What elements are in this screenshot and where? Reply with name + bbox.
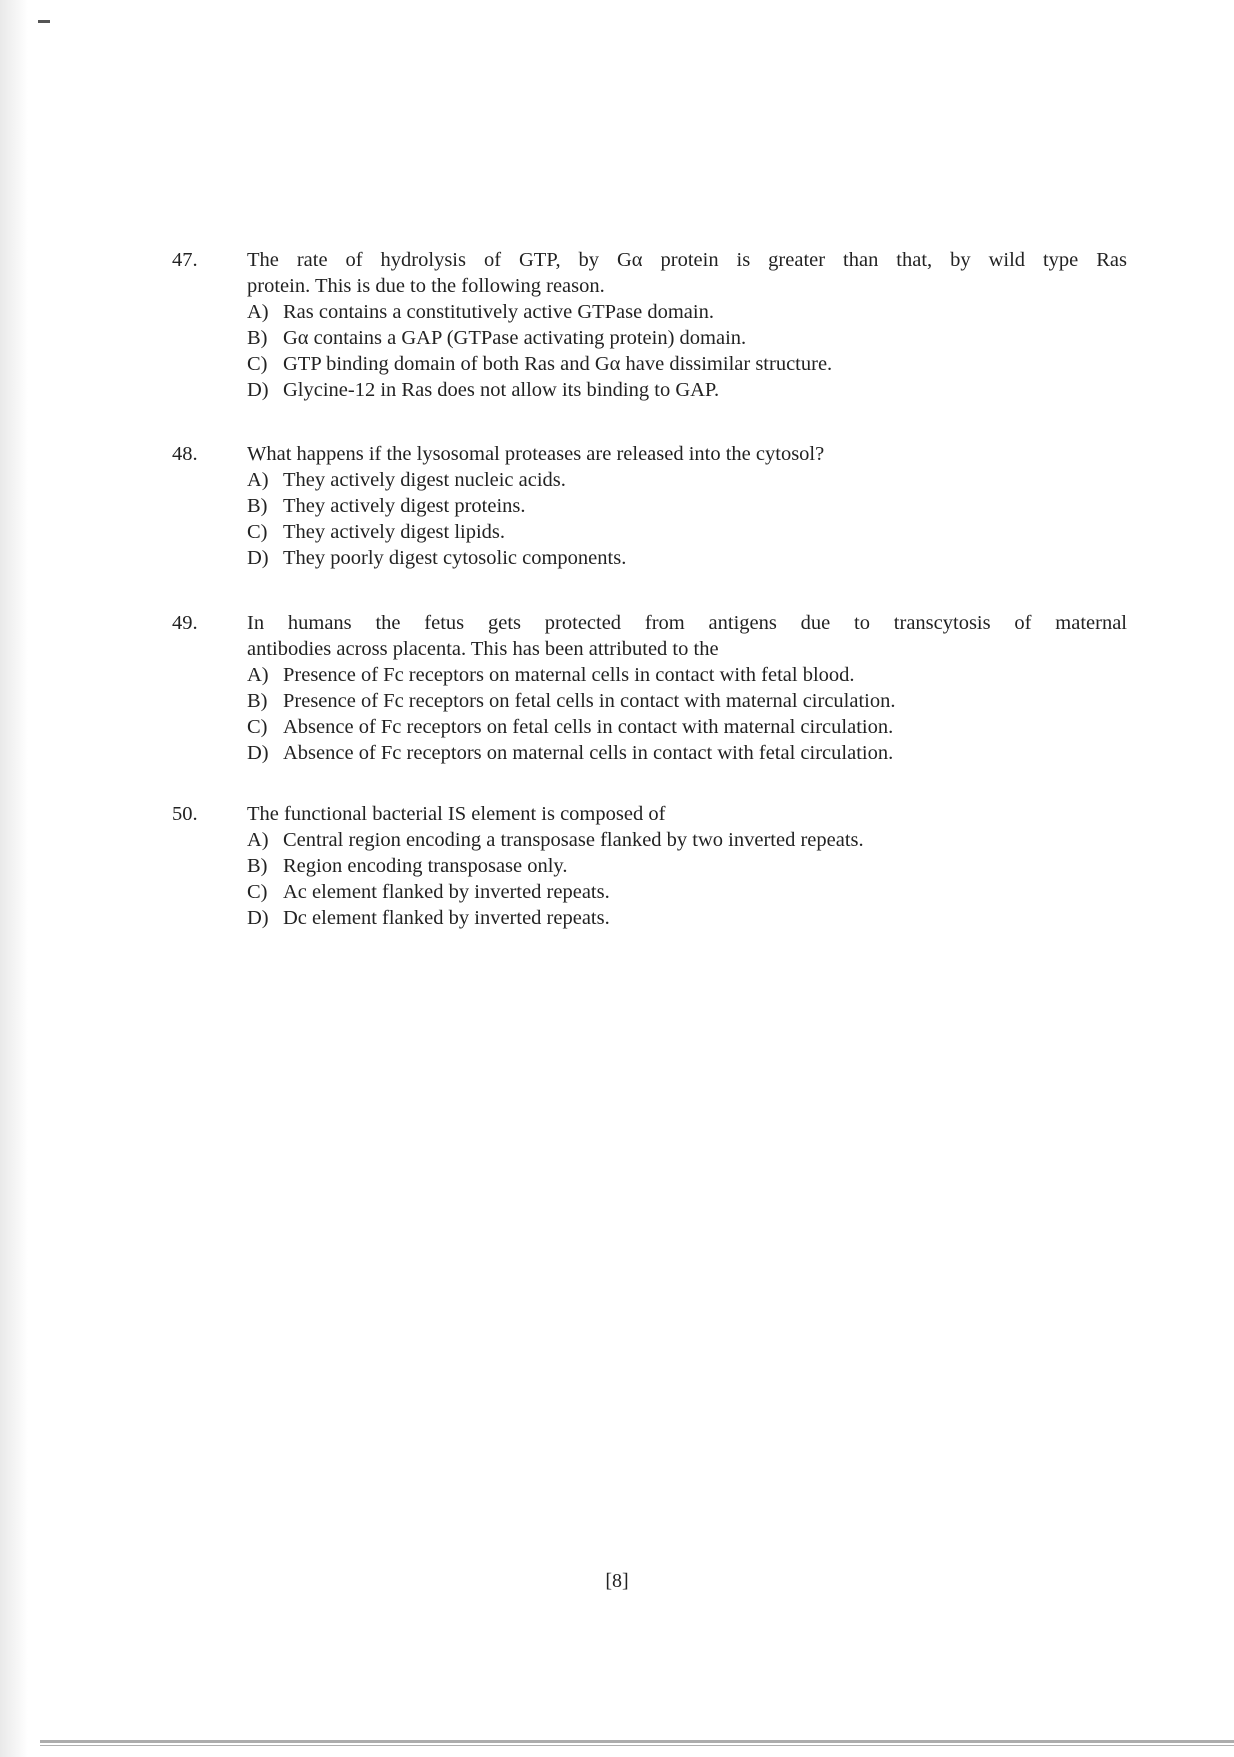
option-letter: D) (247, 742, 269, 764)
option-b (247, 493, 1127, 519)
option-text: Absence of Fc receptors on fetal cells in contact with maternal circulation. (283, 716, 894, 738)
option-letter: B) (247, 690, 268, 712)
question-number: 49. (172, 612, 198, 634)
option-letter: C) (247, 521, 268, 543)
option-letter: A) (247, 829, 269, 851)
scan-bottom-edge (40, 1740, 1234, 1743)
option-text: Central region encoding a transposase flanked by two inverted repeats. (283, 829, 864, 851)
option-d (247, 377, 1127, 403)
option-letter: C) (247, 353, 268, 375)
option-text: Ac element flanked by inverted repeats. (283, 881, 610, 903)
question-stem-line: antibodies across placenta. This has been attributed to the (247, 638, 719, 660)
option-text: They actively digest nucleic acids. (283, 469, 566, 491)
option-text: Presence of Fc receptors on maternal cells in contact with fetal blood. (283, 664, 855, 686)
option-letter: B) (247, 495, 268, 517)
question-stem-line: protein. This is due to the following reason. (247, 275, 605, 297)
option-b (247, 688, 1127, 714)
option-c (247, 879, 1127, 905)
option-text: Presence of Fc receptors on fetal cells in contact with maternal circulation. (283, 690, 896, 712)
question-stem-line: The rate of hydrolysis of GTP, by Gα protein is greater than that, by wild type Ras (247, 249, 1127, 271)
option-d (247, 905, 1127, 931)
option-text: GTP binding domain of both Ras and Gα have dissimilar structure. (283, 353, 833, 375)
scan-corner-mark (38, 20, 50, 23)
option-a (247, 299, 1127, 325)
question-number: 48. (172, 443, 198, 465)
option-letter: D) (247, 907, 269, 929)
option-text: Glycine-12 in Ras does not allow its binding to GAP. (283, 379, 720, 401)
option-b (247, 325, 1127, 351)
option-c (247, 714, 1127, 740)
question-body (247, 610, 1127, 766)
option-text: They actively digest proteins. (283, 495, 526, 517)
option-text: Gα contains a GAP (GTPase activating protein) domain. (283, 327, 747, 349)
option-text: They actively digest lipids. (283, 521, 506, 543)
scan-page-edge (0, 0, 28, 1757)
option-letter: A) (247, 301, 269, 323)
option-a (247, 467, 1127, 493)
option-letter: A) (247, 469, 269, 491)
option-text: Absence of Fc receptors on maternal cells in contact with fetal circulation. (283, 742, 894, 764)
option-d (247, 545, 1127, 571)
question-stem-line: In humans the fetus gets protected from antigens due to transcytosis of maternal (247, 612, 1127, 634)
option-d (247, 740, 1127, 766)
question-body (247, 247, 1127, 403)
question-number: 47. (172, 249, 198, 271)
option-letter: D) (247, 379, 269, 401)
question-stem-line: What happens if the lysosomal proteases are released into the cytosol? (247, 443, 825, 465)
option-letter: C) (247, 716, 268, 738)
question-stem-line: The functional bacterial IS element is composed of (247, 803, 666, 825)
option-letter: B) (247, 855, 268, 877)
option-c (247, 519, 1127, 545)
option-letter: B) (247, 327, 268, 349)
option-text: They poorly digest cytosolic components. (283, 547, 627, 569)
option-a (247, 662, 1127, 688)
option-text: Ras contains a constitutively active GTPase domain. (283, 301, 714, 323)
option-letter: A) (247, 664, 269, 686)
question-body (247, 441, 1127, 571)
question-number: 50. (172, 803, 198, 825)
option-c (247, 351, 1127, 377)
question-body (247, 801, 1127, 931)
page-number: [8] (605, 1570, 629, 1592)
option-a (247, 827, 1127, 853)
option-letter: C) (247, 881, 268, 903)
option-text: Region encoding transposase only. (283, 855, 568, 877)
scan-bottom-edge-line (40, 1745, 1234, 1746)
option-b (247, 853, 1127, 879)
option-letter: D) (247, 547, 269, 569)
option-text: Dc element flanked by inverted repeats. (283, 907, 610, 929)
